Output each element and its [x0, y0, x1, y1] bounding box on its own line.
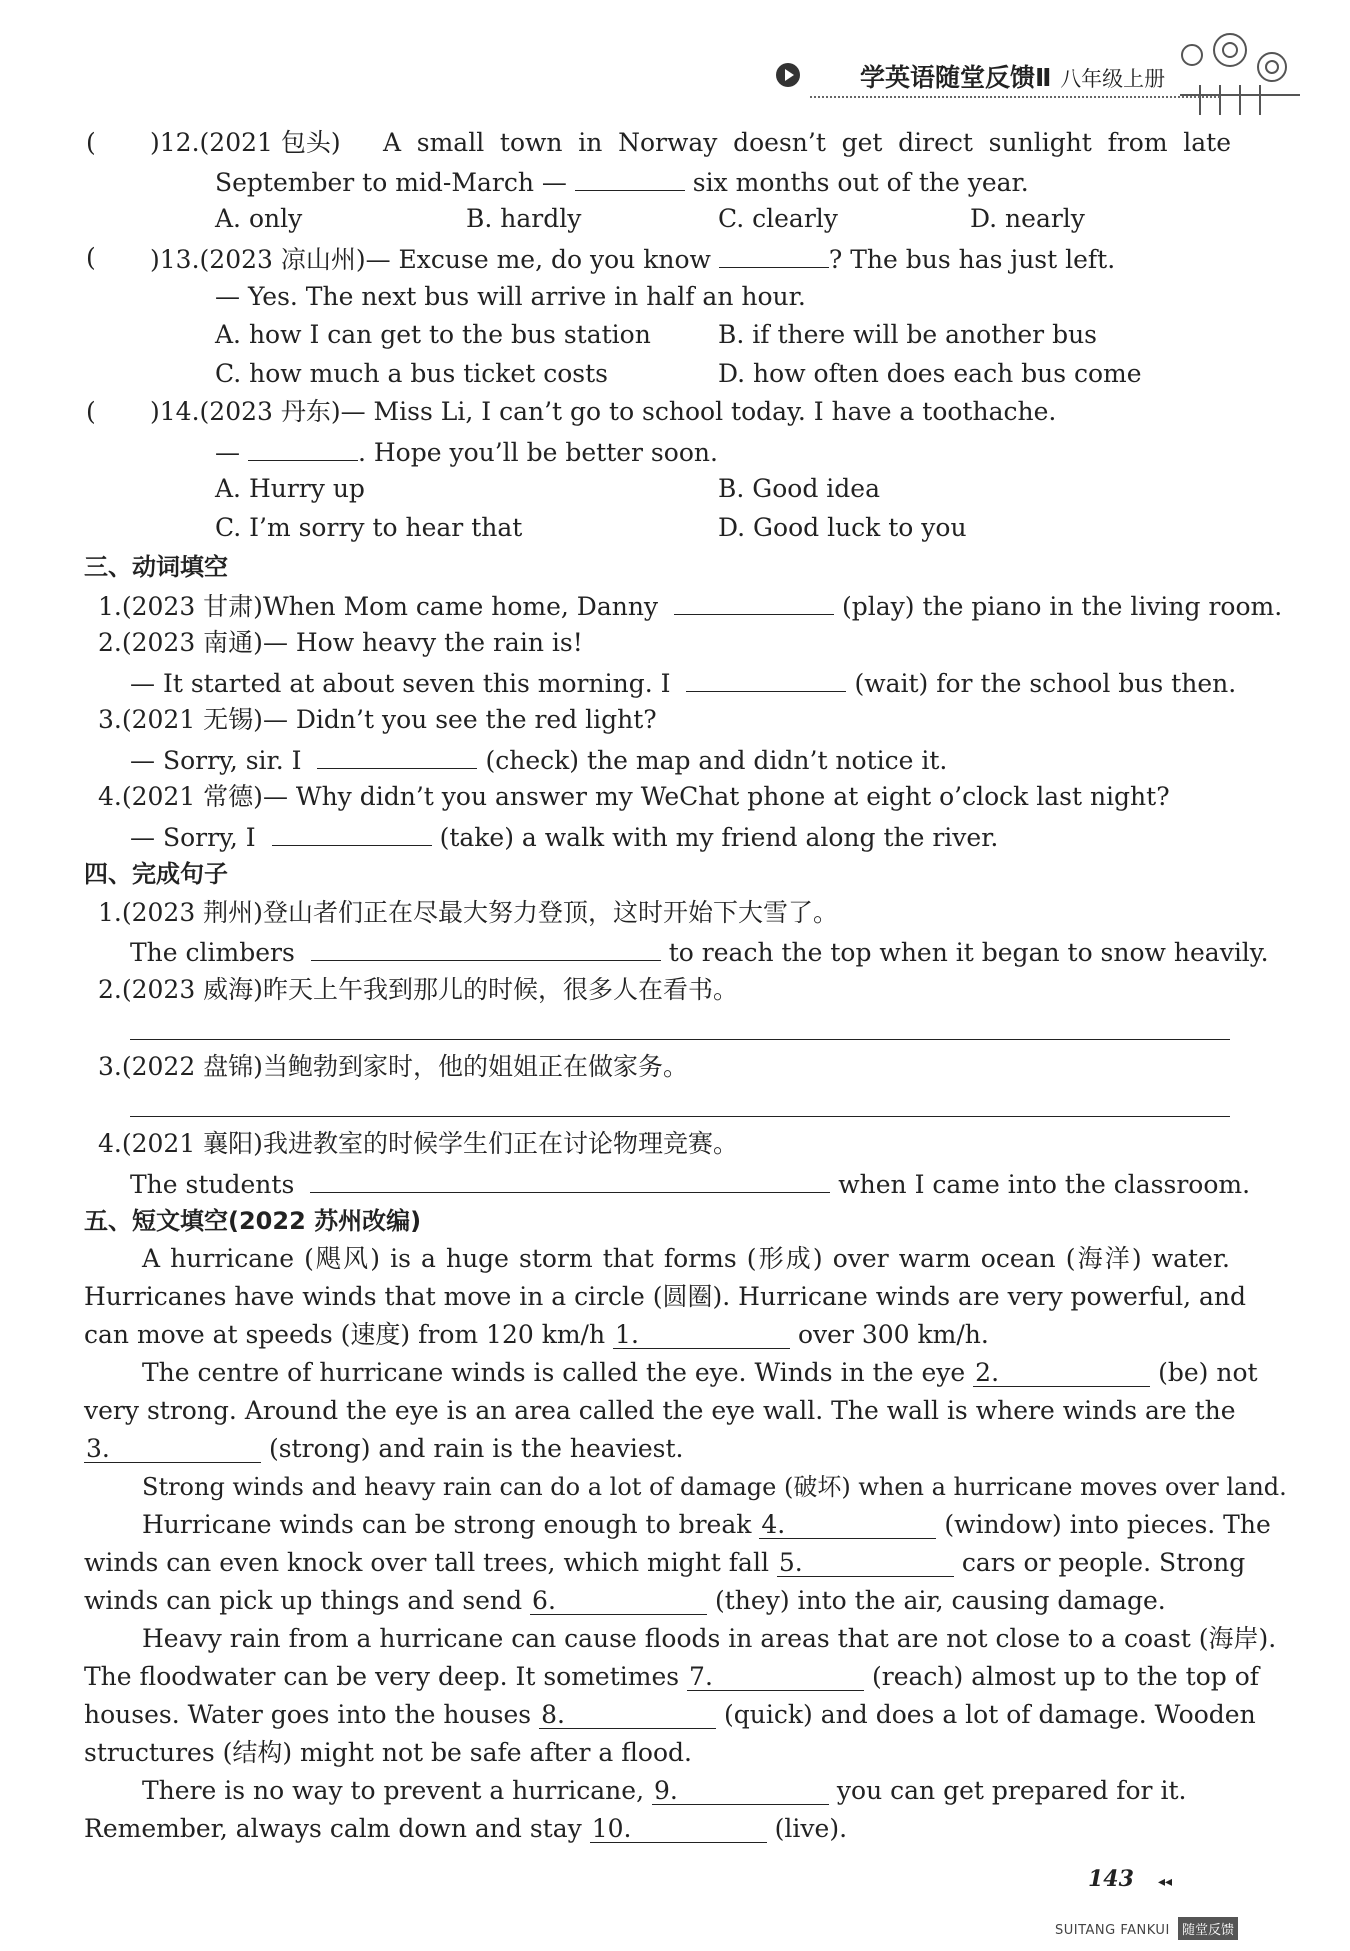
s4-item-2: 2.(2023 威海)昨天上午我到那儿的时候，很多人在看书。	[98, 975, 738, 1004]
page-arrow-icon: ◂◂	[1158, 1874, 1173, 1890]
s4-item-4: 4.(2021 襄阳)我进教室的时候学生们正在讨论物理竞赛。	[98, 1129, 738, 1158]
s3-item-4: 4.(2021 常德)— Why didn’t you answer my WeChat phone at eight o’clock last night?	[98, 782, 1170, 811]
passage-line: The floodwater can be very deep. It sometimes 7. (reach) almost up to the top of	[84, 1662, 1260, 1691]
passage-line: can move at speeds (速度) from 120 km/h 1. over 300 km/h.	[84, 1320, 989, 1349]
option[interactable]: A. only	[215, 204, 303, 233]
passage-blank-10[interactable]: 10.	[590, 1816, 767, 1843]
passage-blank-6[interactable]: 6.	[530, 1588, 707, 1615]
passage-line: Heavy rain from a hurricane can cause floods in areas that are not close to a coast (海岸).	[142, 1624, 1277, 1653]
header-decoration	[1160, 15, 1310, 125]
answer-blank[interactable]	[248, 434, 358, 461]
workbook-page: 学英语随堂反馈Ⅱ 八年级上册 ( )12.(2021 包头) A small town in Norway doesn’t get direct sunlight from late September to mid-March — six months out of the year. A. only B. hardly C. clearly D. nearly ( )13.(2023 凉山州)— Excuse me, do you know ? The bus has just left. — Yes. The next bus will arrive in half an hour. A. how I can get to the bus station B. if there will be another bus C. how much a bus ticket costs D. how often does each bus come ( )14.(2023 丹东)— Miss Li, I can’t go to school today. I have a toothache. — . Hope you’ll be better soon. A. Hurry up B. Good idea C. I’m sorry to hear that D. Good luck to you 三、动词填空 1.(2023 甘肃)When Mom came home, Danny (play) the piano in the living room. 2.(2023 南通)— How heavy the rain is! — It started at about seven this morning. I (wait) for the school bus then. 3.(2021 无锡)— Didn’t you see the red light? — Sorry, sir. I (check) the map and didn’t notice it. 4.(2021 常德)— Why didn’t you answer my WeChat phone at eight o’clock last night? — Sorry, I (take) a walk with my friend along the river. 四、完成句子 1.(2023 荆州)登山者们正在尽最大努力登顶，这时开始下大雪了。 The climbers to reach the top when it began to snow heavily. 2.(2023 威海)昨天上午我到那儿的时候，很多人在看书。 3.(2022 盘锦)当鲍勃到家时，他的姐姐正在做家务。 4.(2021 襄阳)我进教室的时候学生们正在讨论物理竞赛。 The students when I came into the classroom. 五、短文填空(2022 苏州改编) A hurricane (飓风) is a huge storm that forms (形成) over warm ocean (海洋) water. Hurricanes have winds that move in a circle (圆圈). Hurricane winds are very powerful, and can move at speeds (速度) from 120 km/h 1. over 300 km/h. The centre of hurricane winds is called the eye. Winds in the eye 2. (be) not very strong. Around the eye is an area called the eye wall. The wall is where winds are the 3. (strong) and rain is the heaviest. Strong winds and heavy rain can do a lot of damage (破坏) when a hurricane moves over land. Hurricane winds can be strong enough to break 4. (window) into pieces. The winds can even knock over tall trees, which might fall 5. cars or people. Strong winds can pick up things and send 6. (they) into the air, causing damage. Heavy rain from a hurricane can cause floods in areas that are not close to a coast (海岸). The floodwater can be very deep. It sometimes 7. (reach) almost up to the top of houses. Water goes into the houses 8. (quick) and does a lot of damage. Wooden structures (结构) might not be safe after a flood. There is no way to prevent a hurricane, 9. you can get prepared for it. Remember, always calm down and stay 10. (live). 143 ◂◂ SUITANG FANKUI 随堂反馈	[0, 0, 1350, 1951]
s3-item-3: 3.(2021 无锡)— Didn’t you see the red light?	[98, 705, 657, 734]
q13-line2: — Yes. The next bus will arrive in half an hour.	[215, 282, 806, 311]
option[interactable]: C. I’m sorry to hear that	[215, 513, 523, 542]
section-title: 五、短文填空(2022 苏州改编)	[84, 1207, 422, 1235]
passage-line: Hurricane winds can be strong enough to break 4. (window) into pieces. The	[142, 1510, 1271, 1539]
section-title: 三、动词填空	[84, 553, 228, 581]
passage-line: Hurricanes have winds that move in a circle (圆圈). Hurricane winds are very powerful, and	[84, 1282, 1246, 1311]
header-title	[860, 58, 1165, 94]
passage-line: structures (结构) might not be safe after a flood.	[84, 1738, 692, 1767]
q14-line2: — . Hope you’ll be better soon.	[215, 434, 718, 470]
answer-blank[interactable]	[272, 819, 432, 846]
answer-blank[interactable]	[674, 588, 834, 615]
s3-item-2: 2.(2023 南通)— How heavy the rain is!	[98, 628, 583, 657]
passage-blank-4[interactable]: 4.	[759, 1512, 936, 1539]
option[interactable]: C. how much a bus ticket costs	[215, 359, 608, 388]
s4-item-3: 3.(2022 盘锦)当鲍勃到家时，他的姐姐正在做家务。	[98, 1052, 688, 1081]
passage-line: The centre of hurricane winds is called the eye. Winds in the eye 2. (be) not	[142, 1358, 1258, 1387]
option[interactable]: A. Hurry up	[215, 474, 365, 503]
header-dotted-line	[810, 96, 1220, 98]
section-title: 四、完成句子	[84, 860, 228, 888]
passage-line: A hurricane (飓风) is a huge storm that forms (形成) over warm ocean (海洋) water.	[142, 1244, 1230, 1273]
answer-blank[interactable]	[317, 742, 477, 769]
answer-line[interactable]	[130, 1039, 1230, 1040]
header-series: 学英语随堂反馈Ⅱ	[860, 63, 1052, 92]
answer-blank[interactable]	[719, 241, 829, 268]
option[interactable]: A. how I can get to the bus station	[215, 320, 651, 349]
passage-blank-3[interactable]: 3.	[84, 1436, 261, 1463]
answer-blank[interactable]	[310, 1166, 830, 1193]
flower-ornament-icon	[1160, 15, 1310, 125]
passage-line: Remember, always calm down and stay 10. (live).	[84, 1814, 848, 1843]
passage-blank-9[interactable]: 9.	[652, 1778, 829, 1805]
answer-blank[interactable]	[686, 665, 846, 692]
passage-line: 3. (strong) and rain is the heaviest.	[86, 1434, 684, 1463]
passage-blank-2[interactable]: 2.	[973, 1360, 1150, 1387]
passage-line: There is no way to prevent a hurricane, 9. you can get prepared for it.	[142, 1776, 1187, 1805]
passage-line: winds can pick up things and send 6. (they) into the air, causing damage.	[84, 1586, 1166, 1615]
option[interactable]: D. Good luck to you	[718, 513, 967, 542]
passage-line: houses. Water goes into the houses 8. (quick) and does a lot of damage. Wooden	[84, 1700, 1256, 1729]
s4-item-1: 1.(2023 荆州)登山者们正在尽最大努力登顶，这时开始下大雪了。	[98, 898, 838, 927]
option[interactable]: B. if there will be another bus	[718, 320, 1098, 349]
passage-line: very strong. Around the eye is an area called the eye wall. The wall is where winds are the	[84, 1396, 1236, 1425]
passage-blank-8[interactable]: 8.	[539, 1702, 716, 1729]
passage-blank-7[interactable]: 7.	[687, 1664, 864, 1691]
page-number: 143	[1088, 1866, 1134, 1892]
q12-line1: A small town in Norway doesn’t get direct sunlight from late	[383, 128, 1231, 157]
option[interactable]: B. hardly	[466, 204, 582, 233]
passage-blank-1[interactable]: 1.	[613, 1322, 790, 1349]
passage-line: winds can even knock over tall trees, which might fall 5. cars or people. Strong	[84, 1548, 1246, 1577]
footer-series-zh: 随堂反馈	[1178, 1917, 1238, 1940]
answer-line[interactable]	[130, 1116, 1230, 1117]
option[interactable]: C. clearly	[718, 204, 838, 233]
answer-blank[interactable]	[311, 934, 661, 961]
option[interactable]: B. Good idea	[718, 474, 880, 503]
answer-blank[interactable]	[575, 164, 685, 191]
s3-item-1: 1.(2023 甘肃)When Mom came home, Danny (play) the piano in the living room.	[98, 588, 1282, 624]
q12-line2: September to mid-March — six months out of the year.	[215, 164, 1029, 200]
option[interactable]: D. nearly	[970, 204, 1085, 233]
header-grade: 八年级上册	[1060, 67, 1166, 91]
option[interactable]: D. how often does each bus come	[718, 359, 1142, 388]
passage-line: Strong winds and heavy rain can do a lot of damage (破坏) when a hurricane moves over land.	[142, 1473, 1287, 1501]
passage-blank-5[interactable]: 5.	[777, 1550, 954, 1577]
footer-series-en: SUITANG FANKUI	[1055, 1923, 1170, 1938]
header-play-icon	[775, 62, 801, 92]
